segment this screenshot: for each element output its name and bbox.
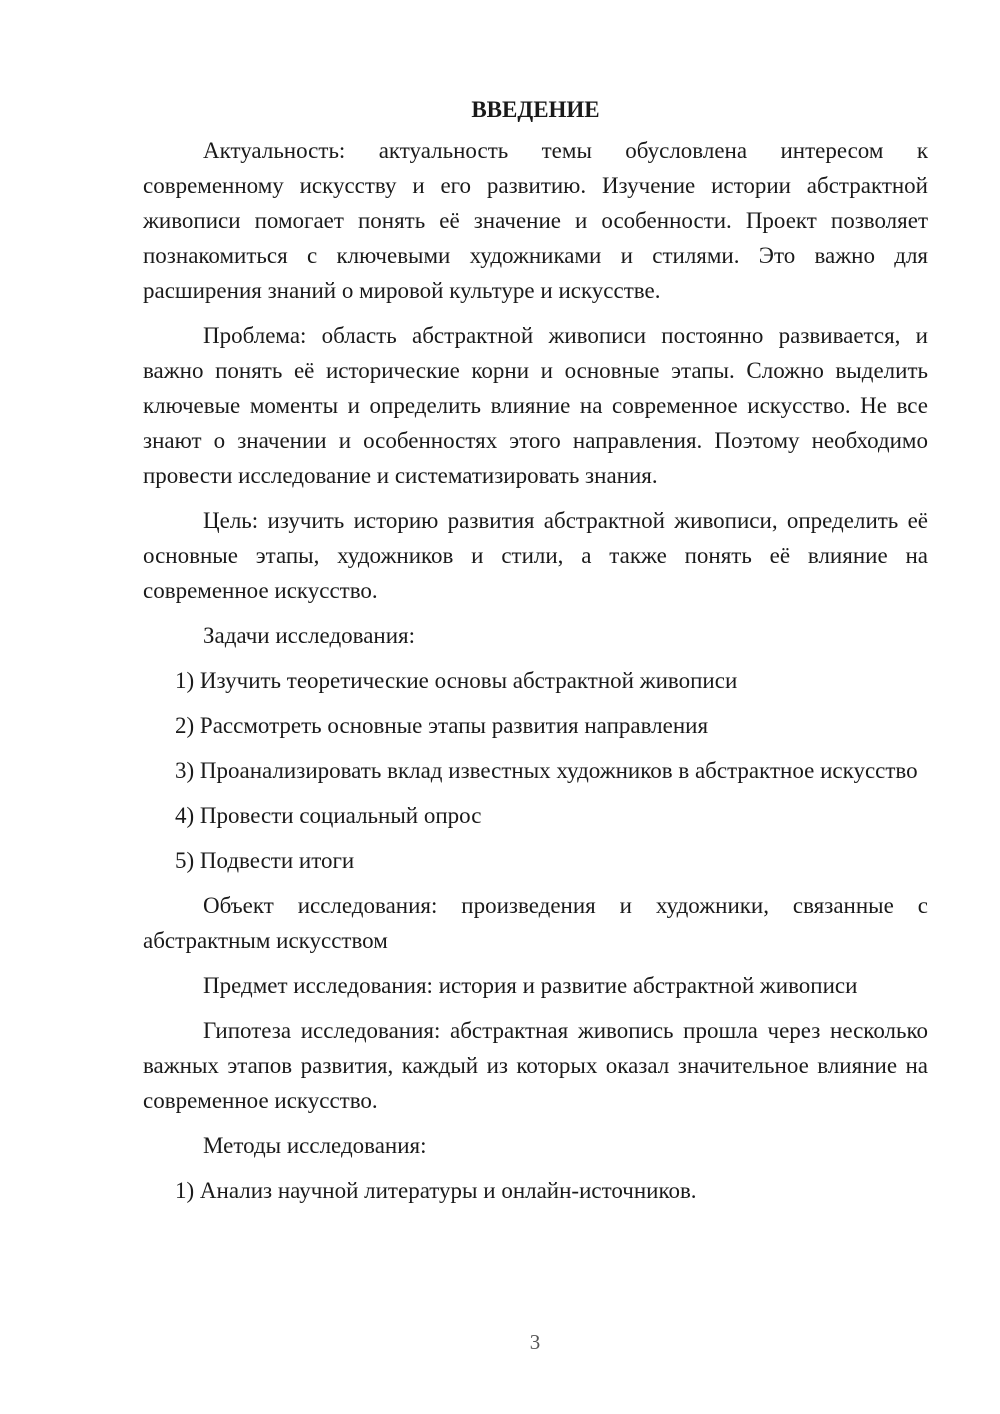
subject-paragraph: Предмет исследования: история и развитие абстрактной живописи xyxy=(203,973,858,998)
problem-paragraph: Проблема: область абстрактной живописи постоянно развивается, и важно понять её исторические корни и основные этапы. Сложно выделить ключевые моменты и определить влияние на современное искусство. Не все знают о значении и особенностях этого направления. Поэтому необходимо провести исследование и систематизировать знания. xyxy=(143,323,928,488)
task-item: 4) Провести социальный опрос xyxy=(175,803,482,828)
task-item: 1) Изучить теоретические основы абстрактной живописи xyxy=(175,668,738,693)
page-content xyxy=(143,92,928,1218)
task-item: 3) Проанализировать вклад известных художников в абстрактное искусство xyxy=(175,758,918,783)
section-heading: ВВЕДЕНИЕ xyxy=(471,97,600,122)
task-item: 5) Подвести итоги xyxy=(175,848,355,873)
tasks-title: Задачи исследования: xyxy=(203,623,416,648)
task-item: 2) Рассмотреть основные этапы развития направления xyxy=(175,713,709,738)
methods-title: Методы исследования: xyxy=(203,1133,427,1158)
goal-paragraph: Цель: изучить историю развития абстрактной живописи, определить её основные этапы, художников и стили, а также понять её влияние на современное искусство. xyxy=(143,508,928,603)
method-item: 1) Анализ научной литературы и онлайн-источников. xyxy=(175,1178,697,1203)
page-number: 3 xyxy=(529,1330,541,1354)
hypothesis-paragraph: Гипотеза исследования: абстрактная живопись прошла через несколько важных этапов развития, каждый из которых оказал значительное влияние на современное искусство. xyxy=(143,1018,928,1113)
relevance-paragraph: Актуальность: актуальность темы обусловлена интересом к современному искусству и его развитию. Изучение истории абстрактной живописи помогает понять её значение и особенности. Проект позволяет познакомиться с ключевыми художниками и стилями. Это важно для расширения знаний о мировой культуре и искусстве. xyxy=(143,138,928,303)
object-paragraph: Объект исследования: произведения и художники, связанные с абстрактным искусством xyxy=(143,893,928,953)
